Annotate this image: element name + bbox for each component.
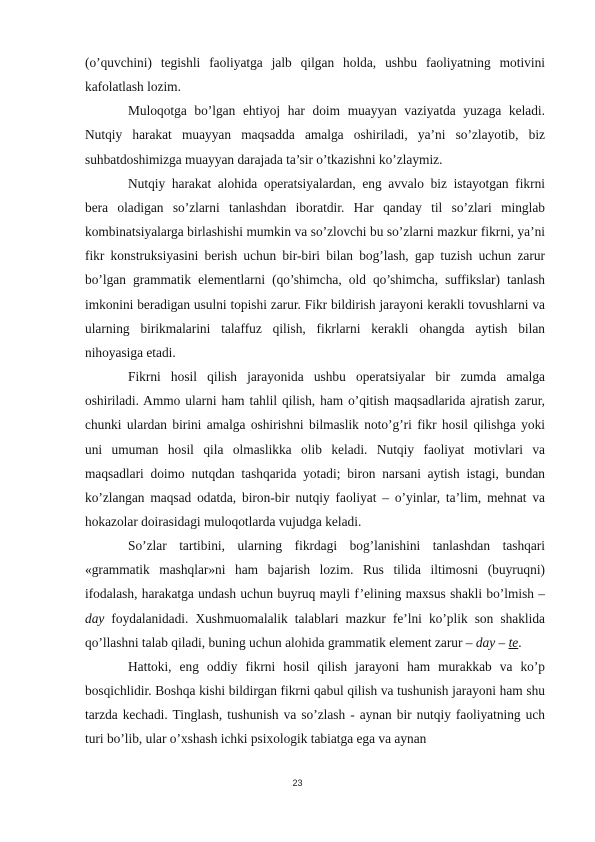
paragraph-4-text: Fikrni hosil qilish jarayonida ushbu operatsiyalar bir zumda amalga oshiriladi. Ammo ularni ham tahlil qilish, ham o’qitish maqsadlarida ajratish zarur, chunki ulardan birini amalga oshirishni bilmaslik noto’g’ri fikr hosil qilishga yoki uni umuman hosil qila olmaslikka olib keladi. Nutqiy faoliyat motivlari va maqsadlari doimo nutqdan tashqarida yotadi; biron narsani aytish istagi, bundan ko’zlangan maqsad odatda, biron-bir nutqiy faoliyat – o’yinlar, ta’lim, mehnat va hokazolar doirasidagi muloqotlarda vujudga keladi.: [85, 369, 545, 529]
paragraph-5-text-a: So’zlar tartibini, ularning fikrdagi bog’lanishini tanlashdan tashqari «grammatik mashqlar»ni ham bajarish lozim. Rus tilida iltimosni (buyruqni) ifodalash, harakatga undash uchun buyruq mayli f’elining maxsus shakli bo’lmish –: [85, 538, 545, 602]
paragraph-5-period: .: [518, 634, 522, 650]
paragraph-1-text: (o’quvchini) tegishli faoliyatga jalb qilgan holda, ushbu faoliyatning motivini kafolatlash lozim.: [85, 55, 545, 95]
body-text: [85, 51, 545, 752]
paragraph-5: [85, 534, 545, 655]
paragraph-3-text: Nutqiy harakat alohida operatsiyalardan, eng avvalo biz istayotgan fikrni bera oladigan so’zlarni tanlashdan iboratdir. Har qanday til so’zlari minglab kombinatsiyalarga birlashishi mumkin va so’zlovchi bu so’zlarni mazkur fikrni, ya’ni fikr konstruksiyasini berish uchun bir-biri bilan bog’lash, gap tuzish uchun zarur bo’lgan grammatik elementlarni (qo’shimcha, old qo’shimcha, suffikslar) tanlash imkonini beradigan usulni topishi zarur. Fikr bildirish jarayoni kerakli tovushlarni va ularning birikmalarini talaffuz qilish, fikrlarni kerakli ohangda aytish bilan nihoyasiga etadi.: [85, 175, 545, 360]
paragraph-4: [85, 365, 545, 534]
paragraph-5-text-b: foydalanidadi. Xushmuomalalik talablari mazkur fe’lni ko’plik son shaklida qo’llashni talab qiladi, buning uchun alohida grammatik element zarur –: [85, 610, 545, 650]
page-number: 23: [292, 778, 303, 788]
paragraph-6-text: Hattoki, eng oddiy fikrni hosil qilish jarayoni ham murakkab va ko’p bosqichlidir. Boshqa kishi bildirgan fikrni qabul qilish va tushunish jarayoni ham shu tarzda kechadi. Tinglash, tushunish va so’zlash - aynan bir nutqiy faoliyatning uch turi bo’lib, ular o’xshash ichki psixologik tabiatga ega va aynan: [85, 658, 545, 747]
italic-word-day-2: day: [475, 634, 496, 650]
paragraph-5-dash: –: [495, 634, 509, 650]
italic-underlined-word-te: te: [508, 634, 519, 650]
italic-word-day-1: day: [85, 610, 105, 626]
paragraph-1: [85, 51, 545, 99]
paragraph-2-text: Muloqotga bo’lgan ehtiyoj har doim muayyan vaziyatda yuzaga keladi. Nutqiy harakat muayyan maqsadda amalga oshiriladi, ya’ni so’zlayotib, biz suhbatdoshimizga muayyan darajada ta’sir o’tkazishni ko’zlaymiz.: [85, 103, 545, 167]
paragraph-2: [85, 99, 545, 171]
paragraph-3: [85, 172, 545, 365]
paragraph-6: [85, 655, 545, 752]
